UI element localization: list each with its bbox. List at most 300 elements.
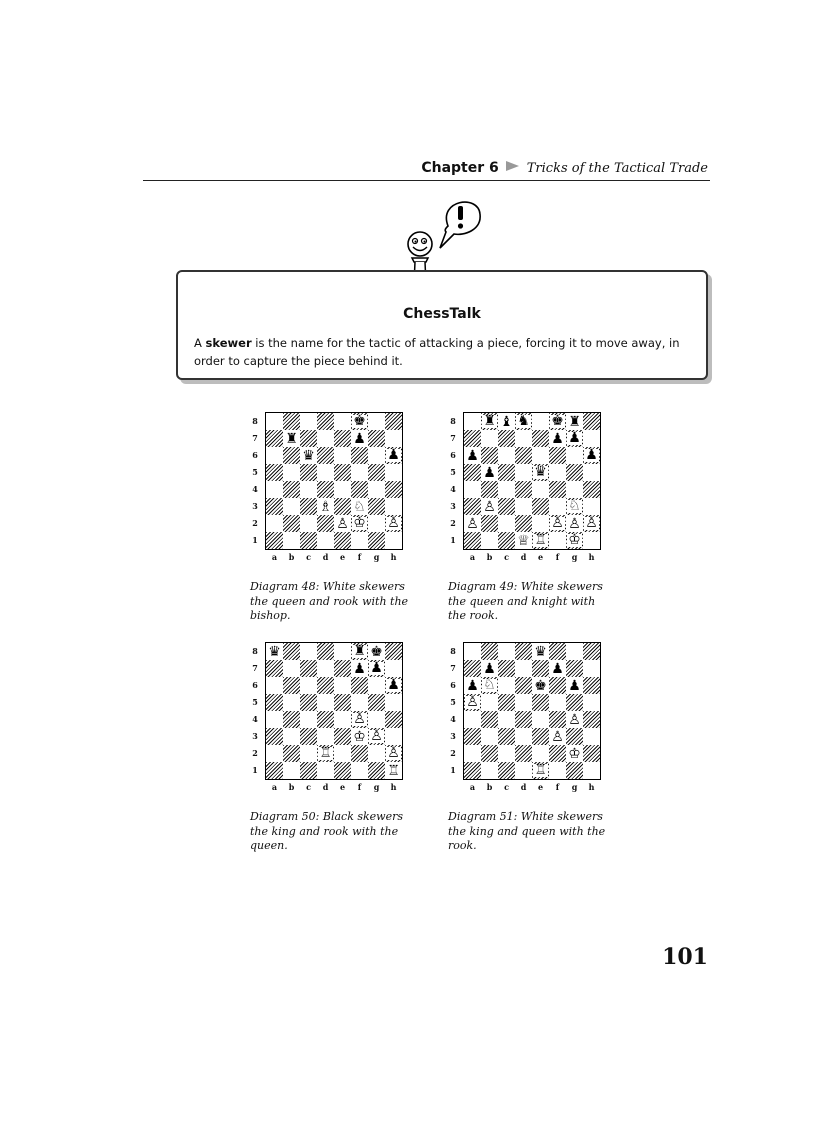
square-g5	[368, 464, 385, 481]
rank-label: 5	[252, 467, 258, 477]
square-e2	[532, 745, 549, 762]
square-d8	[317, 413, 334, 430]
square-g2	[368, 745, 385, 762]
file-label: c	[504, 552, 509, 562]
square-a5	[266, 464, 283, 481]
square-b1	[481, 762, 498, 779]
diagram-caption: Diagram 50: Black skewers the king and rook with the queen.	[250, 810, 404, 852]
square-g4	[566, 711, 583, 728]
square-a7	[464, 660, 481, 677]
square-b3	[283, 728, 300, 745]
file-label: f	[555, 552, 560, 562]
chess-piece-icon: ♔	[353, 728, 366, 745]
chessboard-area	[250, 642, 420, 792]
chess-piece-icon: ♔	[353, 515, 366, 531]
square-c6	[300, 677, 317, 694]
square-g1	[566, 532, 583, 549]
square-b7	[283, 660, 300, 677]
square-c4	[300, 711, 317, 728]
square-f3	[351, 498, 368, 515]
square-g7	[368, 660, 385, 677]
square-g3	[566, 728, 583, 745]
rank-label: 7	[450, 663, 456, 673]
square-e8	[532, 643, 549, 660]
square-a8	[266, 413, 283, 430]
square-f7	[549, 430, 566, 447]
square-d4	[515, 481, 532, 498]
file-label: g	[373, 782, 380, 792]
sidebar-title: ChessTalk	[403, 306, 481, 322]
square-c8	[498, 413, 515, 430]
square-d8	[515, 643, 532, 660]
rank-label: 4	[252, 714, 258, 724]
square-f4	[351, 481, 368, 498]
square-d4	[317, 711, 334, 728]
square-f5	[351, 464, 368, 481]
square-h6	[583, 677, 600, 694]
square-e5	[532, 464, 549, 481]
square-d5	[317, 464, 334, 481]
square-b6	[283, 677, 300, 694]
square-h1	[583, 762, 600, 779]
rank-label: 1	[252, 535, 258, 545]
chess-piece-icon: ♛	[268, 643, 281, 660]
square-e7	[334, 660, 351, 677]
square-b8	[481, 413, 498, 430]
file-label: f	[357, 552, 362, 562]
square-f1	[351, 532, 368, 549]
square-d8	[515, 413, 532, 430]
square-b4	[283, 711, 300, 728]
rank-label: 1	[450, 765, 456, 775]
square-h2	[583, 515, 600, 532]
square-b4	[481, 481, 498, 498]
rank-label: 1	[450, 535, 456, 545]
file-label: a	[469, 552, 476, 562]
square-h7	[385, 430, 402, 447]
square-h7	[583, 430, 600, 447]
square-a7	[266, 660, 283, 677]
square-a6	[266, 447, 283, 464]
square-a2	[266, 515, 283, 532]
chess-piece-icon: ♟	[387, 447, 400, 463]
square-f2	[351, 515, 368, 532]
square-c7	[300, 660, 317, 677]
square-a3	[266, 498, 283, 515]
square-a2	[266, 745, 283, 762]
file-label: e	[537, 782, 544, 792]
chess-piece-icon: ♞	[517, 413, 530, 429]
square-c2	[498, 515, 515, 532]
page-number: 101	[662, 944, 708, 970]
file-label: d	[322, 552, 329, 562]
chess-piece-icon: ♙	[387, 745, 400, 761]
square-b5	[283, 464, 300, 481]
rank-label: 5	[450, 697, 456, 707]
diagram-caption: Diagram 48: White skewers the queen and rook with the bishop.	[250, 580, 409, 622]
square-f2	[549, 745, 566, 762]
chess-piece-icon: ♚	[551, 413, 564, 429]
square-d1	[317, 532, 334, 549]
square-d2	[515, 745, 532, 762]
square-b1	[283, 532, 300, 549]
square-d7	[317, 660, 334, 677]
square-c7	[300, 430, 317, 447]
square-e6	[532, 677, 549, 694]
square-g7	[566, 430, 583, 447]
file-label: b	[486, 552, 493, 562]
square-e4	[532, 711, 549, 728]
square-c1	[498, 762, 515, 779]
square-c3	[498, 498, 515, 515]
chess-piece-icon: ♟	[483, 660, 496, 677]
chess-piece-icon: ♙	[568, 515, 581, 532]
square-b1	[481, 532, 498, 549]
square-b7	[481, 660, 498, 677]
chessboard	[265, 412, 403, 550]
square-a1	[266, 532, 283, 549]
square-c6	[300, 447, 317, 464]
square-b6	[481, 677, 498, 694]
chessboard	[463, 642, 601, 780]
chess-piece-icon: ♘	[568, 498, 581, 514]
square-d1	[515, 532, 532, 549]
square-b8	[481, 643, 498, 660]
chess-piece-icon: ♜	[568, 413, 581, 430]
square-f5	[351, 694, 368, 711]
square-d6	[515, 677, 532, 694]
chess-piece-icon: ♗	[319, 498, 332, 515]
square-h6	[385, 447, 402, 464]
file-label: f	[555, 782, 560, 792]
square-a4	[266, 481, 283, 498]
file-label: a	[469, 782, 476, 792]
square-a7	[266, 430, 283, 447]
square-a4	[266, 711, 283, 728]
file-label: b	[486, 782, 493, 792]
file-label: d	[520, 552, 527, 562]
square-h7	[583, 660, 600, 677]
square-g4	[368, 711, 385, 728]
file-label: h	[390, 552, 397, 562]
file-label: c	[504, 782, 509, 792]
square-e1	[334, 532, 351, 549]
square-d3	[515, 728, 532, 745]
square-e3	[334, 498, 351, 515]
file-label: d	[322, 782, 329, 792]
square-f8	[549, 643, 566, 660]
square-b8	[283, 413, 300, 430]
square-h3	[583, 498, 600, 515]
square-d3	[317, 728, 334, 745]
chess-piece-icon: ♖	[534, 762, 547, 778]
square-d7	[515, 430, 532, 447]
file-label: h	[588, 552, 595, 562]
rank-label: 3	[252, 731, 258, 741]
square-e6	[334, 447, 351, 464]
square-g1	[566, 762, 583, 779]
square-b3	[481, 728, 498, 745]
square-f3	[549, 728, 566, 745]
skewer-term: skewer	[205, 336, 252, 350]
chess-piece-icon: ♜	[483, 413, 496, 429]
square-e5	[334, 464, 351, 481]
square-h5	[583, 464, 600, 481]
square-a4	[464, 711, 481, 728]
square-d7	[515, 660, 532, 677]
square-a5	[464, 694, 481, 711]
square-g6	[566, 677, 583, 694]
square-c5	[498, 464, 515, 481]
square-c7	[498, 430, 515, 447]
square-c2	[498, 745, 515, 762]
chess-piece-icon: ♖	[387, 762, 400, 779]
square-c4	[300, 481, 317, 498]
chess-piece-icon: ♙	[551, 515, 564, 531]
square-d4	[317, 481, 334, 498]
square-d2	[515, 515, 532, 532]
square-a8	[266, 643, 283, 660]
chess-piece-icon: ♟	[551, 660, 564, 677]
square-f4	[549, 711, 566, 728]
chess-piece-icon: ♚	[370, 643, 383, 660]
file-label: e	[537, 552, 544, 562]
square-c5	[300, 464, 317, 481]
square-b2	[283, 515, 300, 532]
chess-piece-icon: ♘	[483, 677, 496, 693]
square-f5	[549, 464, 566, 481]
chess-piece-icon: ♟	[353, 660, 366, 677]
square-b5	[283, 694, 300, 711]
square-c1	[300, 762, 317, 779]
rank-label: 3	[450, 731, 456, 741]
square-g2	[566, 745, 583, 762]
chess-piece-icon: ♖	[319, 745, 332, 761]
square-c1	[498, 532, 515, 549]
file-label: b	[288, 552, 295, 562]
square-g2	[368, 515, 385, 532]
square-g2	[566, 515, 583, 532]
square-f6	[549, 447, 566, 464]
square-c8	[300, 643, 317, 660]
square-a6	[464, 447, 481, 464]
chess-piece-icon: ♙	[466, 694, 479, 710]
square-e1	[532, 532, 549, 549]
rank-label: 8	[450, 646, 456, 656]
file-label: e	[339, 552, 346, 562]
square-h5	[385, 694, 402, 711]
chess-piece-icon: ♙	[370, 728, 383, 744]
square-e2	[334, 745, 351, 762]
square-c5	[498, 694, 515, 711]
square-g7	[368, 430, 385, 447]
rank-label: 8	[450, 416, 456, 426]
square-d7	[317, 430, 334, 447]
square-d3	[317, 498, 334, 515]
square-h2	[385, 515, 402, 532]
rank-label: 8	[252, 416, 258, 426]
file-label: b	[288, 782, 295, 792]
square-d4	[515, 711, 532, 728]
square-c8	[498, 643, 515, 660]
square-d2	[317, 745, 334, 762]
square-e4	[334, 481, 351, 498]
square-h4	[385, 711, 402, 728]
square-f6	[351, 677, 368, 694]
square-f7	[351, 660, 368, 677]
square-h4	[583, 481, 600, 498]
rank-label: 7	[252, 433, 258, 443]
square-h7	[385, 660, 402, 677]
square-d5	[515, 464, 532, 481]
chess-piece-icon: ♙	[551, 728, 564, 745]
square-h3	[583, 728, 600, 745]
square-e7	[532, 660, 549, 677]
square-e3	[532, 498, 549, 515]
square-c3	[300, 728, 317, 745]
square-d5	[317, 694, 334, 711]
square-b3	[481, 498, 498, 515]
file-label: c	[306, 552, 311, 562]
square-e3	[334, 728, 351, 745]
square-a2	[464, 745, 481, 762]
chess-piece-icon: ♚	[353, 413, 366, 429]
square-e4	[334, 711, 351, 728]
square-d6	[317, 447, 334, 464]
square-a6	[266, 677, 283, 694]
chess-piece-icon: ♙	[466, 515, 479, 532]
square-a4	[464, 481, 481, 498]
square-e1	[532, 762, 549, 779]
rank-label: 2	[252, 748, 258, 758]
square-e6	[334, 677, 351, 694]
file-label: g	[571, 782, 578, 792]
square-c6	[498, 447, 515, 464]
rank-label: 3	[252, 501, 258, 511]
square-d6	[317, 677, 334, 694]
square-a3	[464, 498, 481, 515]
rank-label: 2	[450, 518, 456, 528]
square-g5	[566, 464, 583, 481]
rank-label: 7	[450, 433, 456, 443]
chess-piece-icon: ♟	[466, 447, 479, 464]
square-a5	[266, 694, 283, 711]
square-h6	[583, 447, 600, 464]
rank-label: 3	[450, 501, 456, 511]
rank-label: 5	[450, 467, 456, 477]
chess-piece-icon: ♟	[568, 430, 581, 446]
square-h1	[385, 532, 402, 549]
square-c2	[300, 745, 317, 762]
square-d6	[515, 447, 532, 464]
square-b4	[283, 481, 300, 498]
square-f8	[549, 413, 566, 430]
square-g5	[368, 694, 385, 711]
square-f1	[351, 762, 368, 779]
square-g1	[368, 532, 385, 549]
rank-label: 2	[252, 518, 258, 528]
square-g1	[368, 762, 385, 779]
square-b1	[283, 762, 300, 779]
square-f7	[549, 660, 566, 677]
chess-piece-icon: ♟	[568, 677, 581, 694]
square-b5	[481, 694, 498, 711]
square-e7	[532, 430, 549, 447]
square-h4	[385, 481, 402, 498]
file-label: g	[571, 552, 578, 562]
rank-label: 7	[252, 663, 258, 673]
square-e3	[532, 728, 549, 745]
square-d3	[515, 498, 532, 515]
square-g7	[566, 660, 583, 677]
chess-piece-icon: ♟	[387, 677, 400, 693]
chess-piece-icon: ♙	[483, 498, 496, 515]
chess-piece-icon: ♚	[534, 677, 547, 694]
square-b3	[283, 498, 300, 515]
square-e1	[334, 762, 351, 779]
square-g8	[566, 413, 583, 430]
square-b7	[283, 430, 300, 447]
square-a1	[266, 762, 283, 779]
diagram-50	[250, 642, 420, 857]
square-h8	[385, 413, 402, 430]
square-e4	[532, 481, 549, 498]
square-b4	[481, 711, 498, 728]
chess-piece-icon: ♜	[285, 430, 298, 447]
chess-piece-icon: ♟	[353, 430, 366, 447]
square-b2	[283, 745, 300, 762]
chess-piece-icon: ♛	[302, 447, 315, 464]
rank-label: 5	[252, 697, 258, 707]
square-g3	[368, 498, 385, 515]
running-head	[143, 155, 710, 181]
square-g4	[368, 481, 385, 498]
square-a3	[464, 728, 481, 745]
rank-label: 4	[450, 714, 456, 724]
chess-piece-icon: ♟	[370, 660, 383, 676]
definition-lead: A	[194, 336, 206, 350]
square-d1	[515, 762, 532, 779]
chess-piece-icon: ♙	[387, 515, 400, 531]
square-e5	[532, 694, 549, 711]
square-f3	[549, 498, 566, 515]
file-label: a	[271, 552, 278, 562]
square-h3	[385, 728, 402, 745]
arrow-right-icon	[506, 161, 519, 171]
chessboard-area	[448, 412, 618, 562]
square-f4	[351, 711, 368, 728]
square-g8	[368, 643, 385, 660]
diagram-48	[250, 412, 420, 627]
square-b6	[481, 447, 498, 464]
square-a3	[266, 728, 283, 745]
square-h1	[385, 762, 402, 779]
file-label: a	[271, 782, 278, 792]
square-e2	[334, 515, 351, 532]
square-f6	[351, 447, 368, 464]
square-e5	[334, 694, 351, 711]
square-f5	[549, 694, 566, 711]
square-h8	[583, 413, 600, 430]
square-a8	[464, 643, 481, 660]
square-h3	[385, 498, 402, 515]
square-c7	[498, 660, 515, 677]
chess-piece-icon: ♛	[534, 643, 547, 660]
square-f4	[549, 481, 566, 498]
square-h1	[583, 532, 600, 549]
file-label: h	[588, 782, 595, 792]
square-b2	[481, 515, 498, 532]
